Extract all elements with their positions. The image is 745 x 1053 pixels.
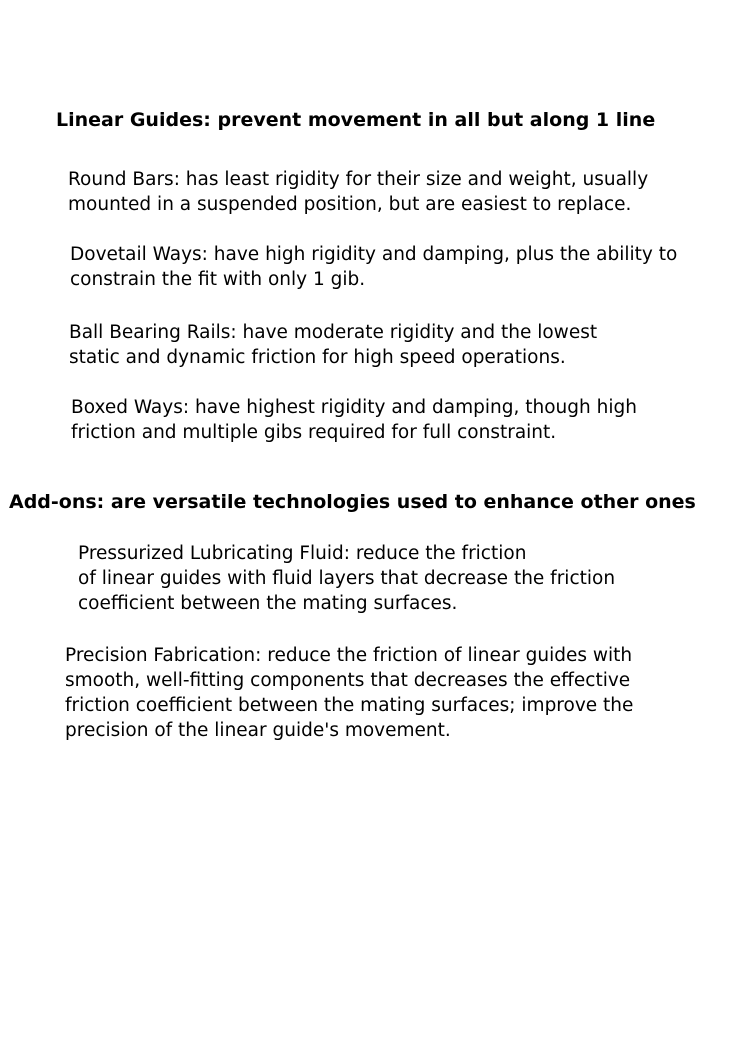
paragraph-line: Dovetail Ways: have high rigidity and damping, plus the ability to [70, 244, 678, 265]
paragraph-line: friction coefficient between the mating surfaces; improve the [65, 695, 634, 716]
paragraph-line: coefficient between the mating surfaces. [78, 593, 458, 614]
ball-bearing-rails-paragraph [69, 320, 597, 370]
dovetail-ways-paragraph [70, 242, 677, 292]
paragraph-line: static and dynamic friction for high speed operations. [69, 347, 566, 368]
paragraph-line: Precision Fabrication: reduce the friction of linear guides with [65, 645, 633, 666]
paragraph-line: precision of the linear guide's movement. [65, 720, 451, 741]
paragraph-line: constrain the fit with only 1 gib. [70, 269, 366, 290]
boxed-ways-paragraph [71, 395, 637, 445]
add-ons-heading: Add-ons: are versatile technologies used to enhance other ones [9, 491, 696, 513]
paragraph-line: friction and multiple gibs required for full constraint. [71, 422, 557, 443]
paragraph-line: Ball Bearing Rails: have moderate rigidity and the lowest [69, 322, 598, 343]
precision-fabrication-paragraph [65, 643, 633, 743]
paragraph-line: mounted in a suspended position, but are easiest to replace. [68, 194, 632, 215]
pressurized-lubricating-fluid-paragraph [78, 541, 615, 616]
paragraph-line: Round Bars: has least rigidity for their size and weight, usually [68, 169, 649, 190]
paragraph-line: Pressurized Lubricating Fluid: reduce the friction [78, 543, 527, 564]
round-bars-paragraph [68, 167, 648, 217]
paragraph-line: of linear guides with fluid layers that decrease the friction [78, 568, 616, 589]
paragraph-line: smooth, well-fitting components that decreases the effective [65, 670, 631, 691]
paragraph-line: Boxed Ways: have highest rigidity and damping, though high [71, 397, 637, 418]
linear-guides-heading: Linear Guides: prevent movement in all but along 1 line [56, 109, 656, 131]
